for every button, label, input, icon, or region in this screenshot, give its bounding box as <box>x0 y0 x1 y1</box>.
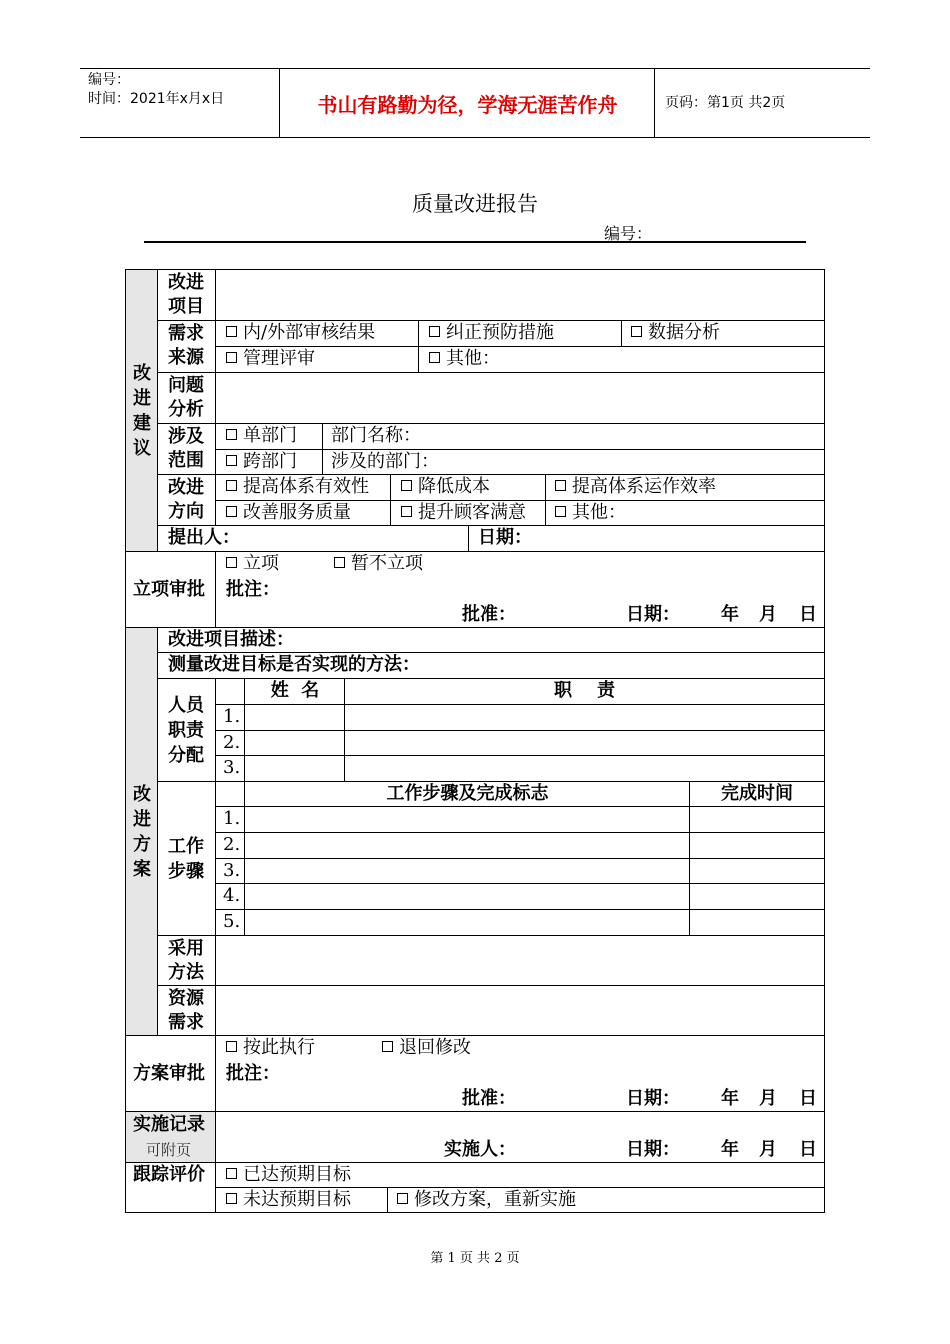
scope-opt-cross[interactable]: 跨部门 <box>226 450 297 474</box>
scope-opt-single[interactable]: 单部门 <box>226 424 297 448</box>
demand-opt-other[interactable]: 其他： <box>429 347 500 371</box>
approve-opt-yes[interactable]: 立项 <box>226 552 279 576</box>
demand-opt-cell[interactable] <box>419 321 622 347</box>
steps-row-time[interactable] <box>690 807 824 833</box>
checkbox-icon[interactable] <box>226 1168 237 1179</box>
impl-label: 实施记录 <box>133 1114 205 1135</box>
demand-opt-audit[interactable]: 内/外部审核结果 <box>226 321 375 345</box>
checkbox-icon[interactable] <box>226 480 237 491</box>
steps-row-time[interactable] <box>690 910 824 936</box>
checkbox-icon[interactable] <box>226 352 237 363</box>
track-opt-cell[interactable] <box>216 1188 388 1212</box>
issue-label-cell <box>158 373 216 424</box>
staff-row-name[interactable] <box>245 705 345 731</box>
checkbox-icon[interactable] <box>429 352 440 363</box>
proposer-label: 提出人： <box>168 527 240 548</box>
impl-year: 年 <box>721 1139 739 1160</box>
section-suggestion-char: 议 <box>133 438 151 459</box>
page-header <box>80 68 870 138</box>
direction-opt-satisfaction[interactable]: 提升顾客满意 <box>401 501 526 525</box>
proposer-date-label: 日期： <box>478 527 532 548</box>
scope-depts-cell[interactable] <box>323 450 824 475</box>
direction-opt-cell[interactable] <box>216 475 391 501</box>
doc-number-label: 编号： <box>604 224 653 243</box>
direction-opt-cell[interactable] <box>391 501 546 526</box>
staff-row-duty[interactable] <box>345 705 824 731</box>
staff-header-name: 姓 名 <box>245 679 345 705</box>
checkbox-icon[interactable] <box>226 1041 237 1052</box>
plan-approve-approver-label: 批准： <box>462 1088 516 1109</box>
scope-depts-label: 涉及的部门： <box>331 451 439 472</box>
approve-year: 年 <box>721 604 739 625</box>
steps-row-step[interactable] <box>245 910 690 936</box>
doc-title: 质量改进报告 <box>412 192 538 216</box>
checkbox-icon[interactable] <box>397 1193 408 1204</box>
plan-measure-label: 测量改进目标是否实现的方法： <box>168 654 420 675</box>
method-label: 采用 方法 <box>168 938 204 983</box>
improve-item-label-cell <box>158 270 216 321</box>
demand-opt-cell[interactable] <box>216 347 419 373</box>
direction-opt-other[interactable]: 其他： <box>555 501 626 525</box>
section-suggestion-char: 进 <box>133 388 151 409</box>
section-suggestion-char: 改 <box>133 363 151 384</box>
checkbox-icon[interactable] <box>226 1193 237 1204</box>
resource-field[interactable] <box>216 986 824 1036</box>
approve-label-cell <box>126 552 216 628</box>
checkbox-icon[interactable] <box>555 480 566 491</box>
scope-label-cell <box>158 424 216 475</box>
demand-opt-data[interactable]: 数据分析 <box>631 321 720 345</box>
checkbox-icon[interactable] <box>226 506 237 517</box>
demand-opt-cell[interactable] <box>419 347 824 373</box>
page-footer: 第 1 页 共 2 页 <box>430 1251 520 1266</box>
plan-approve-year: 年 <box>721 1088 739 1109</box>
steps-row-step[interactable] <box>245 807 690 833</box>
staff-header-blank <box>216 679 245 705</box>
direction-opt-efficiency[interactable]: 提高体系运作效率 <box>555 475 716 499</box>
direction-opt-service[interactable]: 改善服务质量 <box>226 501 351 525</box>
resource-label: 资源 需求 <box>168 988 204 1033</box>
checkbox-icon[interactable] <box>401 480 412 491</box>
checkbox-icon[interactable] <box>429 326 440 337</box>
header-number: 编号： <box>88 72 130 88</box>
impl-label-cell <box>126 1112 216 1163</box>
quality-improvement-form <box>125 269 825 1213</box>
steps-header-step: 工作步骤及完成标志 <box>245 782 690 807</box>
direction-opt-cell[interactable] <box>391 475 546 501</box>
issue-field[interactable] <box>216 373 824 424</box>
section-plan-char: 改 <box>133 784 151 805</box>
plan-approve-opt-execute[interactable]: 按此执行 <box>226 1036 315 1060</box>
method-label-cell <box>158 936 216 986</box>
impl-sub-label: 可附页 <box>146 1141 192 1159</box>
direction-opt-cell[interactable] <box>546 501 824 526</box>
header-motto: 书山有路勤为径，学海无涯苦作舟 <box>281 69 655 137</box>
title-underline <box>144 241 806 243</box>
impl-content[interactable] <box>216 1112 824 1163</box>
proposer-cell[interactable] <box>158 526 469 552</box>
steps-row-step[interactable] <box>245 884 690 910</box>
steps-row-num: 4. <box>216 884 245 910</box>
demand-opt-corrective[interactable]: 纠正预防措施 <box>429 321 554 345</box>
header-page-info: 页码：第1页 共2页 <box>665 95 786 111</box>
demand-opt-review[interactable]: 管理评审 <box>226 347 315 371</box>
issue-label: 问题 分析 <box>168 375 204 420</box>
checkbox-icon[interactable] <box>631 326 642 337</box>
direction-opt-effective[interactable]: 提高体系有效性 <box>226 475 369 499</box>
section-suggestion <box>126 270 158 552</box>
section-plan-char: 进 <box>133 809 151 830</box>
plan-approve-month: 月 <box>759 1088 777 1109</box>
checkbox-icon[interactable] <box>226 326 237 337</box>
checkbox-icon[interactable] <box>401 506 412 517</box>
steps-row-num: 5. <box>216 910 245 936</box>
track-opt-achieved[interactable]: 已达预期目标 <box>226 1163 351 1187</box>
section-plan <box>126 628 158 1036</box>
impl-implementer-label: 实施人： <box>444 1139 516 1160</box>
plan-approve-date-label: 日期： <box>626 1088 680 1109</box>
staff-row-name[interactable] <box>245 756 345 782</box>
demand-label-cell <box>158 321 216 373</box>
staff-label: 人员 职责 分配 <box>168 695 204 766</box>
plan-approve-opt-return[interactable]: 退回修改 <box>382 1036 471 1060</box>
demand-label: 需求 来源 <box>168 323 204 368</box>
header-meta <box>80 69 280 137</box>
impl-month: 月 <box>759 1139 777 1160</box>
steps-row-time[interactable] <box>690 833 824 859</box>
plan-approve-day: 日 <box>799 1088 817 1109</box>
impl-day: 日 <box>799 1139 817 1160</box>
demand-opt-cell[interactable] <box>622 321 824 347</box>
steps-row-num: 2. <box>216 833 245 859</box>
direction-label: 改进 方向 <box>168 477 204 522</box>
staff-row-name[interactable] <box>245 731 345 756</box>
approve-remark-label: 批注： <box>226 579 280 600</box>
direction-opt-cell[interactable] <box>216 501 391 526</box>
plan-approve-label-cell <box>126 1036 216 1112</box>
checkbox-icon[interactable] <box>226 429 237 440</box>
track-opt-cell[interactable] <box>216 1163 824 1188</box>
checkbox-icon[interactable] <box>555 506 566 517</box>
staff-row-num: 2. <box>216 731 245 756</box>
staff-row-duty[interactable] <box>345 756 824 782</box>
direction-label-cell <box>158 475 216 526</box>
track-opt-cell[interactable] <box>388 1188 824 1212</box>
track-label-cell <box>126 1163 216 1212</box>
track-opt-revise[interactable]: 修改方案，重新实施 <box>397 1188 576 1212</box>
plan-approve-content <box>216 1036 824 1112</box>
staff-row-num: 3. <box>216 756 245 782</box>
approve-label: 立项审批 <box>133 579 205 600</box>
approve-approver-label: 批准： <box>462 604 516 625</box>
steps-label: 工作 步骤 <box>168 836 204 882</box>
section-plan-char: 方 <box>133 834 151 855</box>
impl-date-label: 日期： <box>626 1139 680 1160</box>
checkbox-icon[interactable] <box>226 557 237 568</box>
staff-label-cell <box>158 679 216 782</box>
steps-row-num: 1. <box>216 807 245 833</box>
track-opt-not-achieved[interactable]: 未达预期目标 <box>226 1188 351 1212</box>
direction-opt-cost[interactable]: 降低成本 <box>401 475 490 499</box>
approve-day: 日 <box>799 604 817 625</box>
steps-row-step[interactable] <box>245 859 690 884</box>
plan-measure-cell[interactable] <box>158 653 824 679</box>
scope-opt-cell[interactable] <box>216 424 323 450</box>
header-time: 时间：2021年x月x日 <box>88 91 225 107</box>
plan-desc-label: 改进项目描述： <box>168 629 294 650</box>
scope-dept-name-label: 部门名称： <box>331 425 421 446</box>
approve-opt-no[interactable]: 暂不立项 <box>334 552 423 576</box>
steps-header-blank <box>216 782 245 807</box>
plan-approve-remark-label: 批注： <box>226 1063 280 1084</box>
staff-row-duty[interactable] <box>345 731 824 756</box>
checkbox-icon[interactable] <box>334 557 345 568</box>
steps-row-time[interactable] <box>690 884 824 910</box>
steps-label-cell <box>158 782 216 936</box>
approve-date-label: 日期： <box>626 604 680 625</box>
staff-header-duty: 职 责 <box>345 679 824 705</box>
checkbox-icon[interactable] <box>226 455 237 466</box>
resource-label-cell <box>158 986 216 1036</box>
steps-row-time[interactable] <box>690 859 824 884</box>
proposer-date-cell[interactable] <box>469 526 824 552</box>
section-plan-char: 案 <box>133 859 151 880</box>
method-field[interactable] <box>216 936 824 986</box>
approve-content <box>216 552 824 628</box>
checkbox-icon[interactable] <box>382 1041 393 1052</box>
section-suggestion-char: 建 <box>133 413 151 434</box>
plan-desc-cell[interactable] <box>158 628 824 653</box>
track-label: 跟踪评价 <box>133 1164 205 1185</box>
improve-item-label: 改进 项目 <box>168 272 204 317</box>
staff-row-num: 1. <box>216 705 245 731</box>
approve-month: 月 <box>759 604 777 625</box>
steps-row-num: 3. <box>216 859 245 884</box>
direction-opt-cell[interactable] <box>546 475 824 501</box>
scope-dept-name-cell[interactable] <box>323 424 824 450</box>
scope-opt-cell[interactable] <box>216 450 323 475</box>
steps-header-time: 完成时间 <box>690 782 824 807</box>
plan-approve-label: 方案审批 <box>133 1063 205 1084</box>
improve-item-field[interactable] <box>216 270 824 321</box>
steps-row-step[interactable] <box>245 833 690 859</box>
scope-label: 涉及 范围 <box>168 426 204 471</box>
demand-opt-cell[interactable] <box>216 321 419 347</box>
